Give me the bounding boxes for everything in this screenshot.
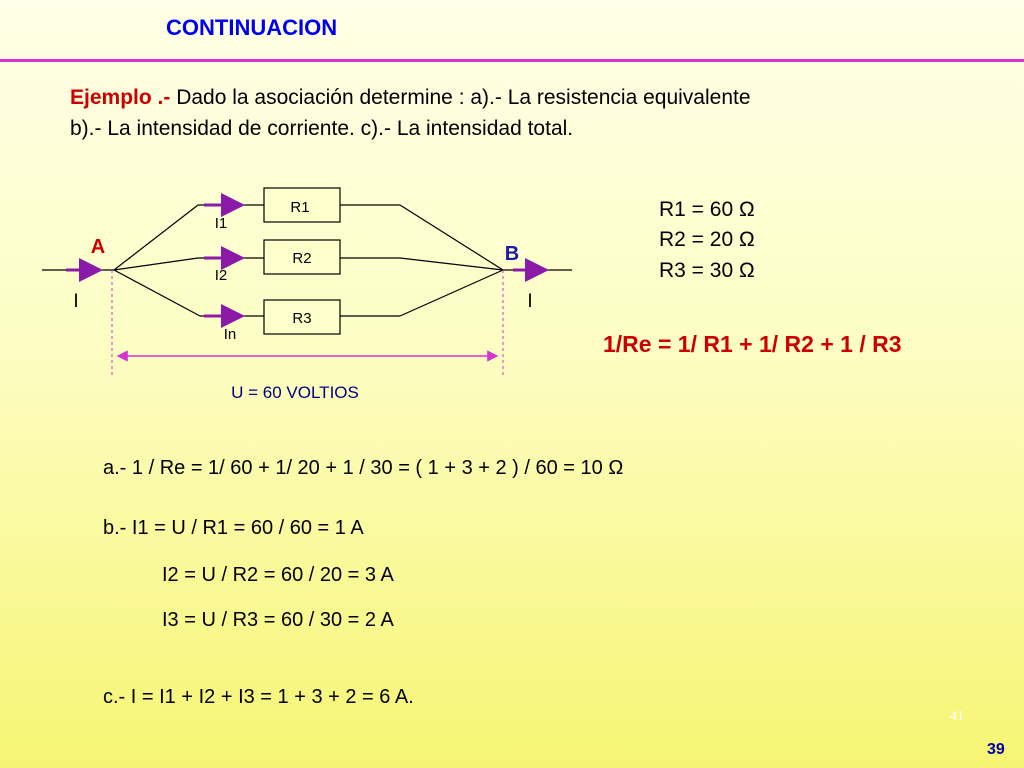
example-label: Ejemplo .- [70, 86, 171, 109]
current-i2-label: I2 [214, 267, 228, 284]
current-in-label: In [223, 326, 237, 343]
slide-title: CONTINUACION [166, 15, 338, 40]
resistor-r3-label: R3 [292, 310, 312, 327]
value-r2: R2 = 20 Ω [659, 228, 755, 251]
current-i1-label: I1 [214, 215, 228, 232]
solution-b-i1: b.- I1 = U / R1 = 60 / 60 = 1 A [103, 517, 364, 539]
node-a-label: A [90, 236, 106, 258]
value-r3: R3 = 30 Ω [659, 259, 755, 282]
node-b-label: B [504, 243, 520, 265]
resistor-r2-label: R2 [292, 250, 312, 267]
branch-3-left [114, 270, 200, 316]
total-current-right-label: I [527, 291, 533, 312]
resistor-r1-label: R1 [290, 199, 310, 216]
voltage-label: U = 60 VOLTIOS [231, 383, 359, 402]
branch-3-right [400, 270, 503, 316]
example-text-1: Dado la asociación determine : a).- La resistencia equivalente [170, 86, 751, 109]
faint-slide-number: 41 [950, 709, 964, 724]
solution-b-i2: I2 = U / R2 = 60 / 20 = 3 A [162, 564, 394, 586]
solution-a: a.- 1 / Re = 1/ 60 + 1/ 20 + 1 / 30 = ( 1 + 3 + 2 ) / 60 = 10 Ω [103, 457, 624, 479]
solution-c: c.- I = I1 + I2 + I3 = 1 + 3 + 2 = 6 A. [103, 686, 414, 708]
example-line-2: b).- La intensidad de corriente. c).- La intensidad total. [70, 117, 574, 140]
page-number: 39 [987, 741, 1005, 758]
total-current-left-label: I [73, 291, 79, 312]
value-r1: R1 = 60 Ω [659, 198, 755, 221]
equivalent-resistance-formula: 1/Re = 1/ R1 + 1/ R2 + 1 / R3 [603, 331, 902, 357]
solution-b-i3: I3 = U / R3 = 60 / 30 = 2 A [162, 609, 394, 631]
